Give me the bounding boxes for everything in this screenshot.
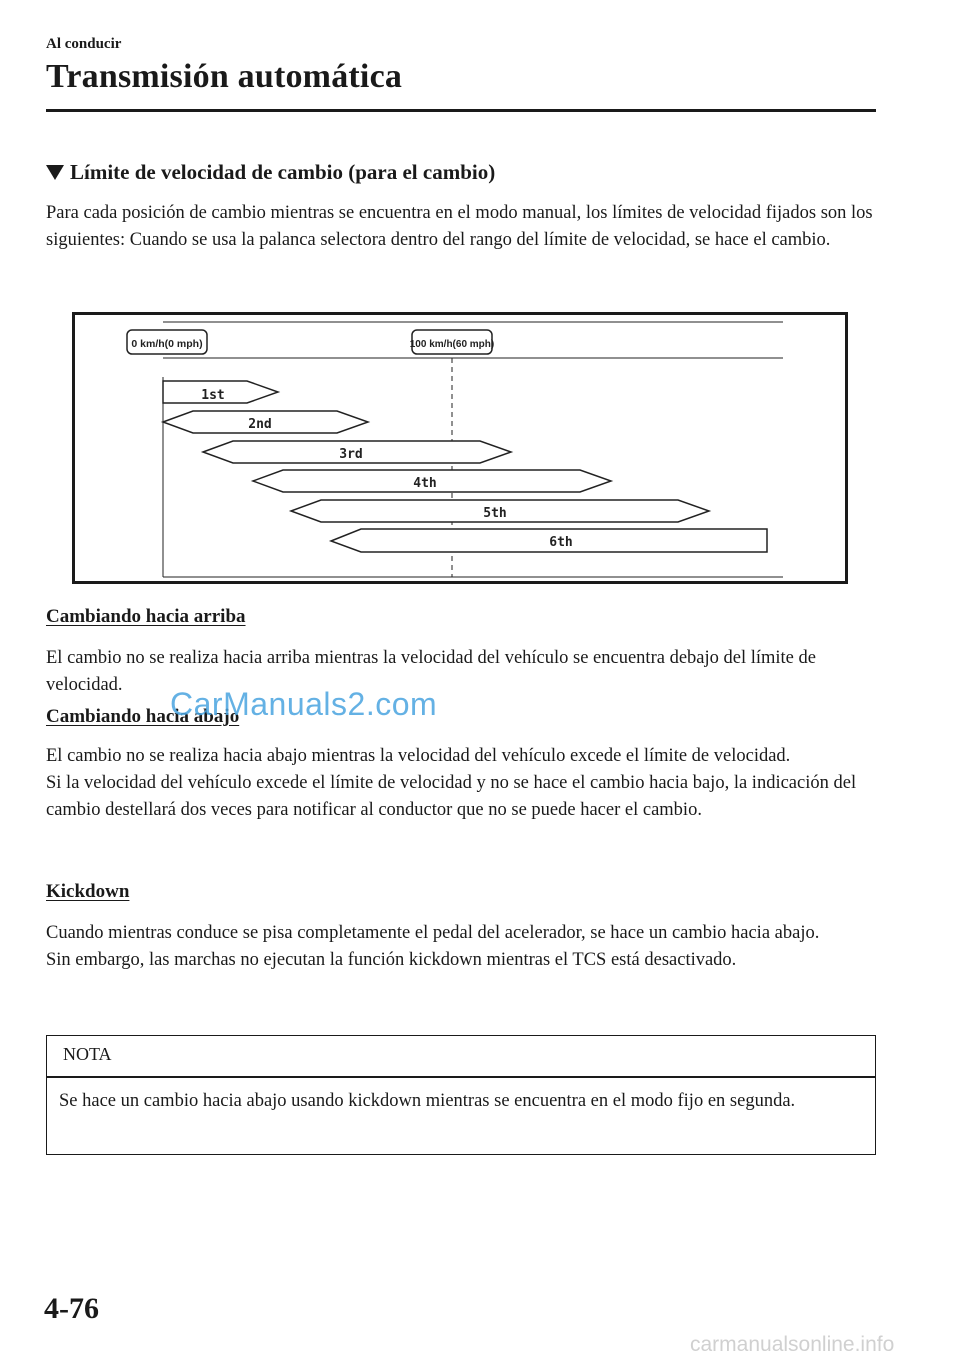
gear-2nd-label: 2nd	[248, 417, 272, 432]
subheading-downshift: Cambiando hacia abajo	[46, 706, 240, 727]
triangle-bullet-icon	[46, 165, 64, 180]
kickdown-text-1: Cuando mientras conduce se pisa completamente el pedal del acelerador, se hace un cambio hacia abajo.	[46, 923, 820, 943]
intro-paragraph	[46, 200, 876, 254]
note-text: Se hace un cambio hacia abajo usando kickdown mientras se encuentra en el modo fijo en segunda.	[59, 1091, 796, 1111]
page-number: 4-76	[44, 1292, 99, 1325]
shift-speed-diagram-svg	[75, 315, 851, 587]
footer-site: carmanualsonline.info	[690, 1333, 895, 1356]
subheading-kickdown: Kickdown	[46, 881, 130, 902]
subheading-upshift: Cambiando hacia arriba	[46, 606, 246, 627]
gear-6th-label: 6th	[549, 535, 573, 550]
page-title: Transmisión automática	[46, 58, 403, 95]
gear-3rd-label: 3rd	[339, 447, 363, 462]
section-heading	[46, 160, 495, 185]
section-heading-text: Límite de velocidad de cambio (para el cambio)	[70, 160, 496, 184]
section-label: Al conducir	[46, 36, 122, 52]
title-divider	[46, 109, 876, 112]
gear-4th-label: 4th	[413, 476, 437, 491]
note-box	[46, 1035, 876, 1155]
watermark: CarManuals2.com	[170, 686, 438, 722]
speed-label-1: 100 km/h(60 mph)	[409, 339, 495, 350]
gear-1st-label: 1st	[201, 388, 225, 403]
downshift-paragraph	[46, 743, 876, 824]
intro-text: Para cada posición de cambio mientras se encuentra en el modo manual, los límites de velocidad fijados son los siguientes: Cuando se usa la palanca selectora dentro del rango del límite de velocidad, se hace el cambio.	[46, 203, 873, 250]
gear-5th-label: 5th	[483, 506, 507, 521]
kickdown-paragraph	[46, 920, 876, 974]
downshift-text-2: Si la velocidad del vehículo excede el límite de velocidad y no se hace el cambio hacia bajo, la indicación del cambio destellará dos veces para notificar al conductor que no se puede hacer el cambio.	[46, 773, 857, 820]
downshift-text-1: El cambio no se realiza hacia abajo mientras la velocidad del vehículo excede el límite de velocidad.	[46, 746, 791, 766]
upshift-text: El cambio no se realiza hacia arriba mientras la velocidad del vehículo se encuentra debajo del límite de velocidad.	[46, 648, 816, 695]
note-title: NOTA	[63, 1044, 112, 1064]
shift-speed-diagram	[72, 312, 848, 584]
speed-label-0: 0 km/h(0 mph)	[131, 338, 203, 350]
kickdown-text-2: Sin embargo, las marchas no ejecutan la función kickdown mientras el TCS está desactivado.	[46, 950, 737, 970]
note-divider	[47, 1076, 875, 1078]
